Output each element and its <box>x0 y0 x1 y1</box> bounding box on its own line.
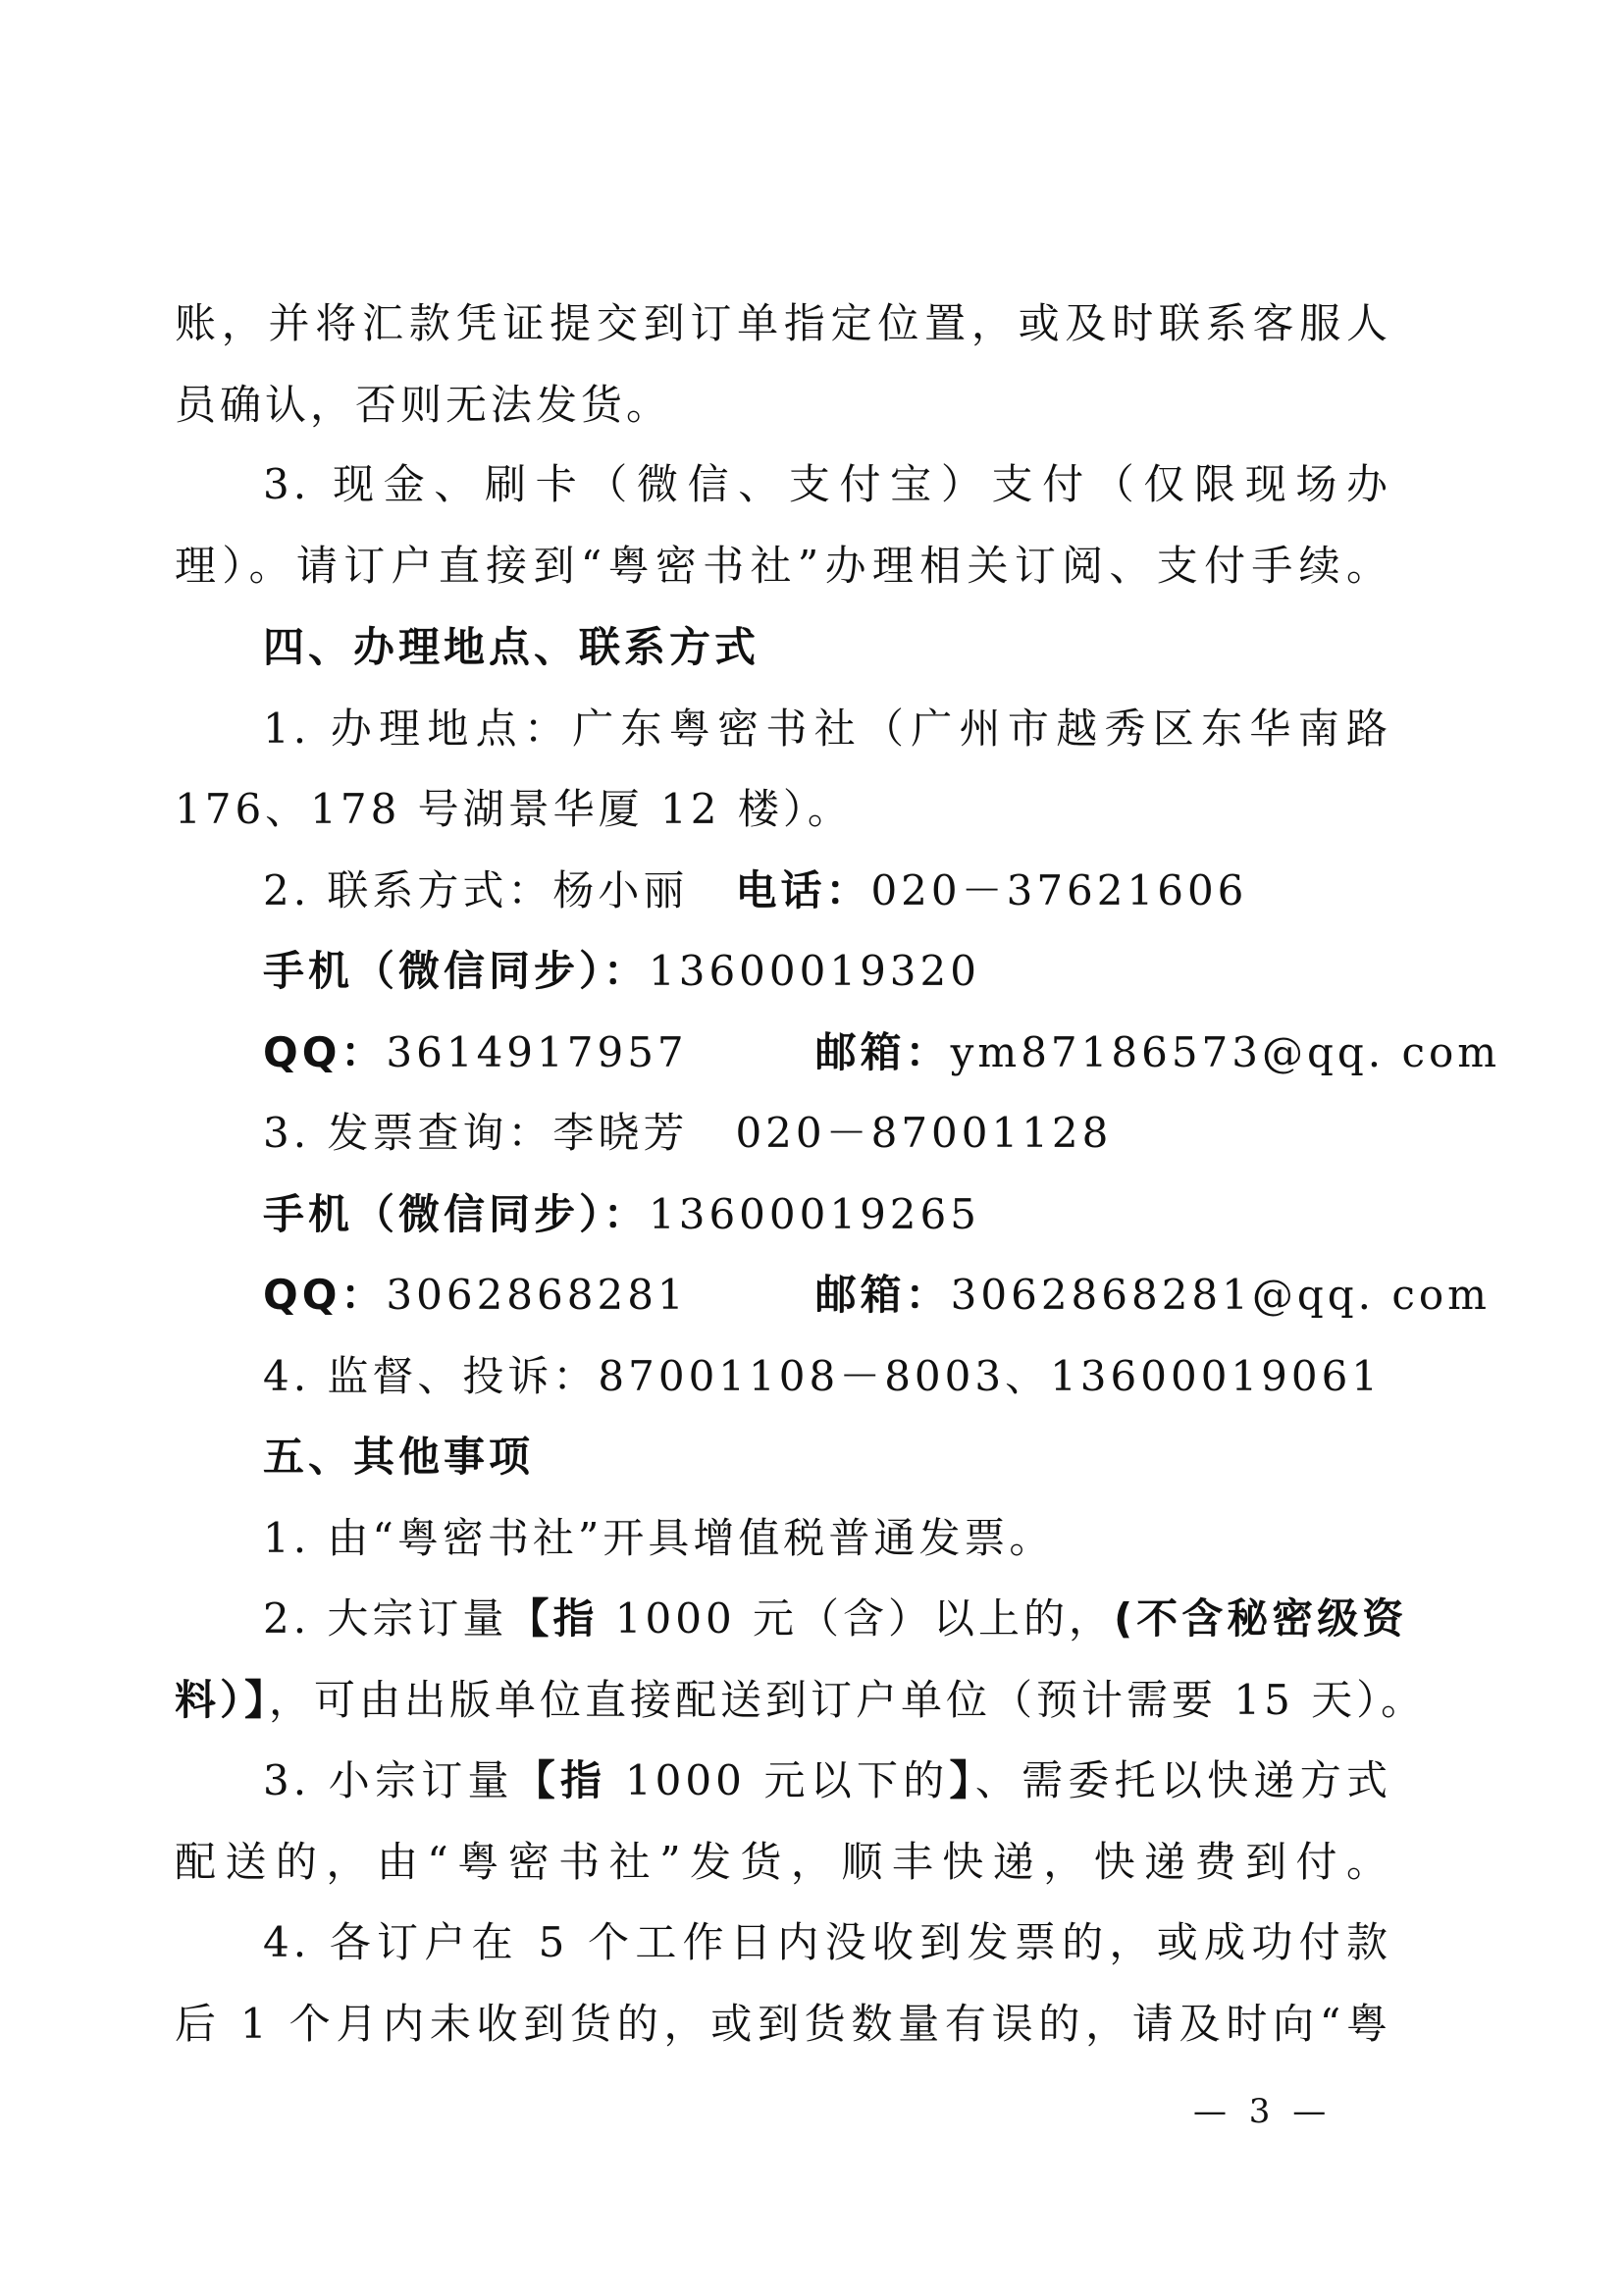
paragraph-line <box>175 1673 1427 1728</box>
mobile-label: 手机（微信同步）： <box>263 1190 650 1238</box>
section-heading: 五、其他事项 <box>263 1433 535 1481</box>
qq-value: 3062868281 <box>386 1271 688 1319</box>
contact-line <box>263 863 1480 918</box>
paragraph-line: 3. 现金、刷卡（微信、支付宝）支付（仅限现场办 <box>263 460 1391 508</box>
invoice-query-label: 3. 发票查询：李晓芳 <box>263 1109 689 1157</box>
paragraph-line <box>263 1753 1391 1808</box>
paragraph-line: 员确认，否则无法发货。 <box>175 381 672 429</box>
paragraph-line: 1. 由“粤密书社”开具增值税普通发票。 <box>263 1514 1055 1562</box>
bold-segment: 【指 <box>507 1594 599 1643</box>
email-label: 邮箱： <box>814 1028 951 1076</box>
bold-segment: 【指 <box>513 1756 607 1804</box>
mobile-value: 13600019265 <box>649 1190 980 1238</box>
email-value: 3062868281@qq. com <box>950 1271 1491 1319</box>
text-segment: 1000 元（含）以上的， <box>598 1594 1115 1643</box>
paragraph-line: 账，并将汇款凭证提交到订单指定位置，或及时联系客服人 <box>175 299 1391 347</box>
bold-segment: 料）】 <box>175 1676 270 1724</box>
mobile-line <box>263 1187 1480 1242</box>
section-heading: 四、办理地点、联系方式 <box>263 623 760 671</box>
paragraph-line: 4. 各订户在 5 个工作日内没收到发票的，或成功付款 <box>263 1918 1391 1966</box>
qq-label: QQ： <box>263 1271 387 1319</box>
complaint-line: 4. 监督、投诉：87001108－8003、13600019061 <box>263 1352 1383 1400</box>
text-segment: 3. 小宗订量 <box>263 1756 514 1804</box>
bold-segment: (不含秘密级资 <box>1114 1594 1408 1643</box>
invoice-query-phone: 020－87001128 <box>735 1109 1113 1157</box>
paragraph-line <box>263 1592 1408 1646</box>
paragraph-line: 1. 办理地点：广东粤密书社（广州市越秀区东华南路 <box>263 704 1391 753</box>
qq-label: QQ： <box>263 1028 387 1076</box>
text-segment: 1000 元以下的 <box>606 1756 950 1804</box>
text-segment: 2. 大宗订量 <box>263 1594 508 1643</box>
mobile-value: 13600019320 <box>649 947 980 995</box>
phone-value: 020－37621606 <box>870 866 1248 914</box>
paragraph-line: 配送的，由“粤密书社”发货，顺丰快递，快递费到付。 <box>175 1838 1391 1886</box>
paragraph-line: 理）。请订户直接到“粤密书社”办理相关订阅、支付手续。 <box>175 542 1391 590</box>
invoice-query-line <box>263 1106 1480 1161</box>
qq-email-line <box>263 1268 1491 1323</box>
paragraph-line: 后 1 个月内未收到货的，或到货数量有误的，请及时向“粤 <box>175 2000 1391 2048</box>
email-label: 邮箱： <box>814 1271 951 1319</box>
bold-segment: 】 <box>949 1756 975 1804</box>
phone-label: 电话： <box>735 866 871 914</box>
contact-label: 2. 联系方式：杨小丽 <box>263 866 689 914</box>
text-segment: ，可由出版单位直接配送到订户单位（预计需要 15 天）。 <box>269 1676 1427 1724</box>
email-value: ym87186573@qq. com <box>950 1028 1501 1076</box>
mobile-label: 手机（微信同步）： <box>263 947 650 995</box>
mobile-line <box>263 944 1480 999</box>
page-number: — 3 — <box>1193 2092 1333 2131</box>
paragraph-line: 176、178 号湖景华厦 12 楼）。 <box>175 785 853 833</box>
text-segment: 、需委托以快递方式 <box>974 1756 1391 1804</box>
qq-email-line <box>263 1025 1501 1080</box>
qq-value: 3614917957 <box>386 1028 688 1076</box>
